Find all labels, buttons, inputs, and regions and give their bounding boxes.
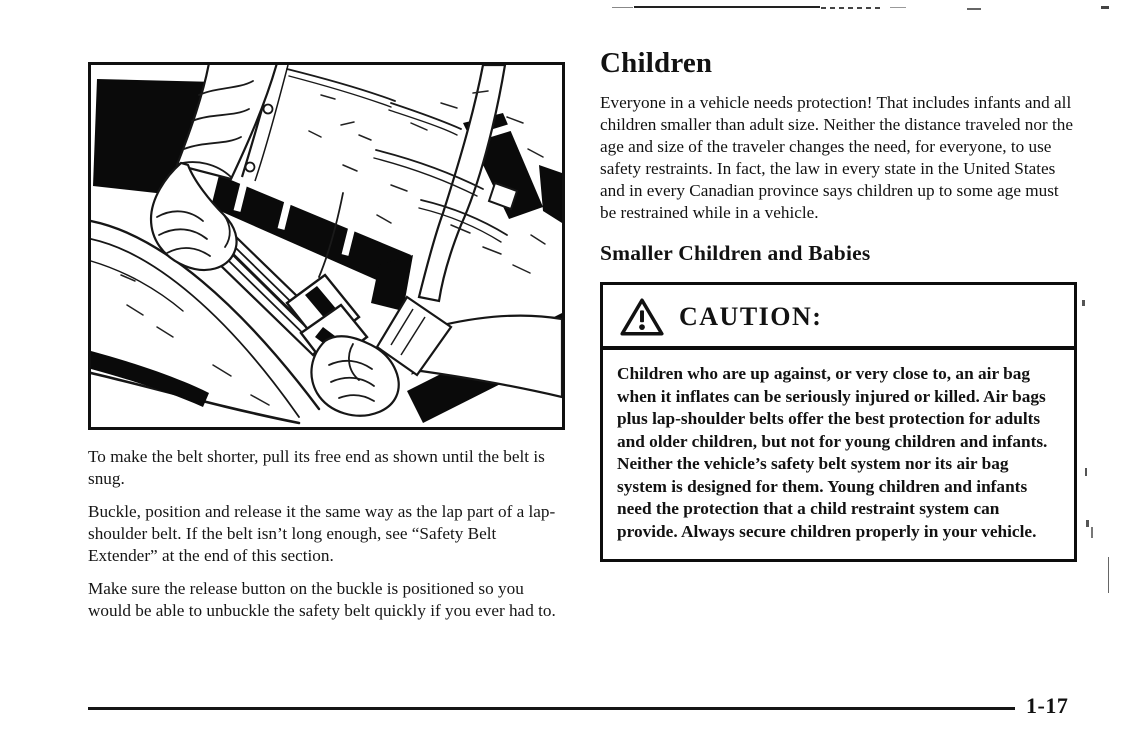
scan-artifact-speck [1086,520,1089,527]
section-heading-children: Children [600,47,713,79]
seat-belt-illustration-drawing [91,65,562,427]
paragraph-release-button: Make sure the release button on the buckle is positioned so you would be able to unbuckle the safety belt quickly if you ever had to. [88,579,556,620]
caution-box [600,282,1077,562]
scan-artifact-speck [1091,527,1093,538]
caution-body-text: Children who are up against, or very close to, an air bag when it inflates can be seriously injured or killed. Air bags plus lap-shoulder belts offer the best protection for adults and older children, but not for young children and infants. Neither the vehicle’s safety belt system nor its air bag system is designed for them. Young children and infants need the protection that a child restraint system can provide. Always secure children properly in your vehicle. [617,364,1048,541]
paragraph-buckle-position: Buckle, position and release it the same way as the lap part of a lap-shoulder belt. If the belt isn’t long enough, see “Safety Belt Extender” at the end of this section. [88,502,556,565]
scan-artifact-dash [967,8,981,10]
scan-artifact-line [612,7,633,8]
scan-artifact-speck [1085,468,1087,476]
scan-artifact-line [890,7,906,8]
subsection-heading-smaller-children: Smaller Children and Babies [600,241,871,265]
caution-header [603,285,1074,350]
scan-artifact-line-vertical [1108,557,1109,593]
right-column [600,48,1079,562]
scan-artifact-line [634,6,820,8]
paragraph-children-intro: Everyone in a vehicle needs protection! That includes infants and all children smaller than adult size. Neither the distance traveled nor the age and size of the traveler changes the need, for everyone, to use safety restraints. In fact, the law in every state in the United States and in every Canadian province says children up to some age must be restrained while in a vehicle. [600,93,1073,222]
paragraph-belt-shorter: To make the belt shorter, pull its free end as shown until the belt is snug. [88,447,545,488]
caution-label: CAUTION: [679,302,823,331]
page-number: 1-17 [1026,693,1069,718]
warning-triangle-icon [620,297,664,337]
scan-artifact-mark [1101,6,1109,9]
seat-belt-illustration [88,62,565,430]
scan-artifact-line [821,7,883,9]
scan-artifact-speck [1082,300,1085,306]
footer-rule [88,707,1015,710]
left-column [88,446,570,633]
